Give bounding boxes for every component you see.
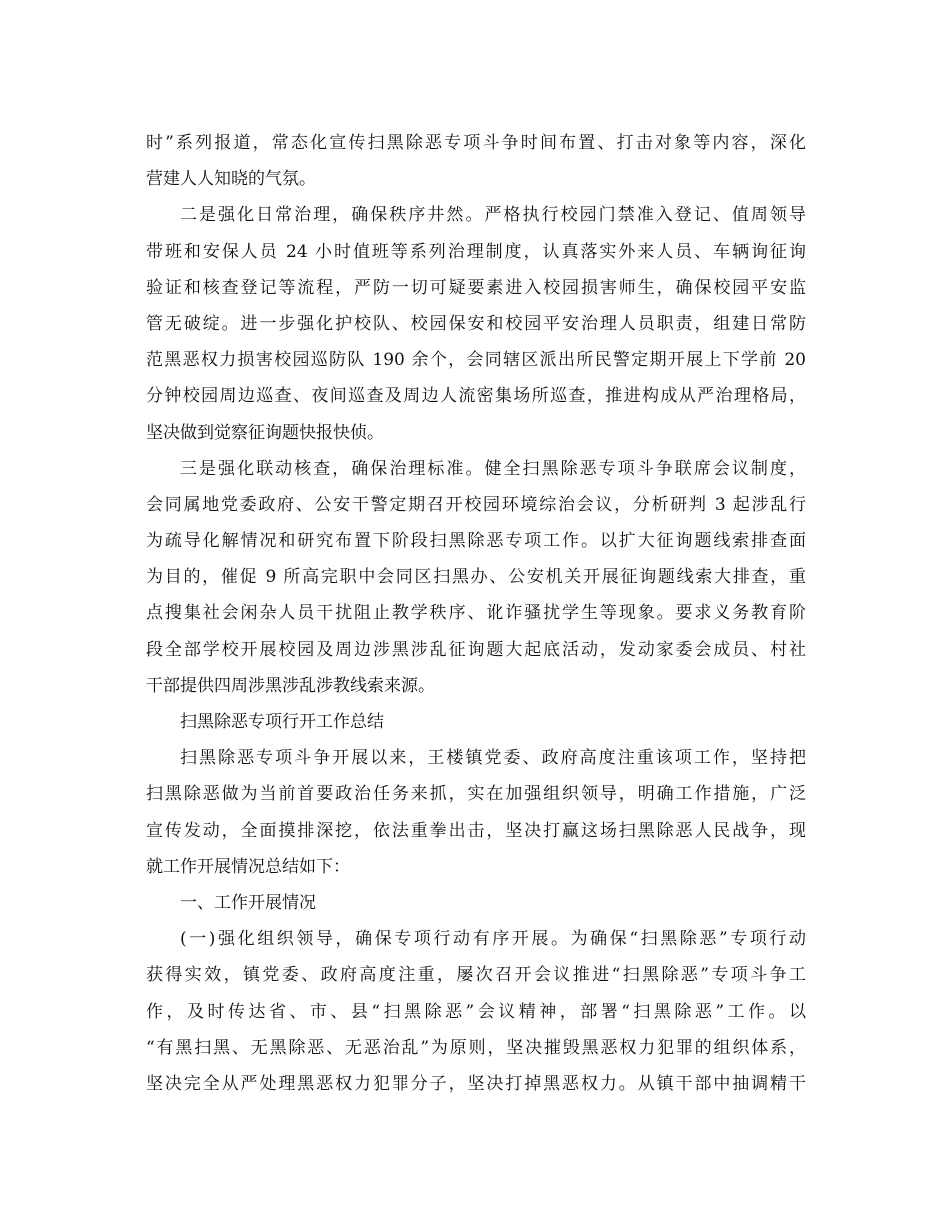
text-line: 坚决做到觉察征询题快报快侦。: [146, 422, 384, 443]
text-line: 分钟校园周边巡查、夜间巡查及周边人流密集场所巡查，推进构成从严治理格局，: [146, 386, 806, 407]
text-line: 范黑恶权力损害校园巡防队 190 余个，会同辖区派出所民警定期开展上下学前 20: [146, 350, 806, 371]
text-line: 为疏导化解情况和研究布置下阶段扫黑除恶专项工作。以扩大征询题线索排查面: [146, 531, 806, 552]
text-line: 点搜集社会闲杂人员干扰阻止教学秩序、讹诈骚扰学生等现象。要求义务教育阶: [146, 603, 806, 624]
paragraph-heading-line: 二是强化日常治理，确保秩序井然。严格执行校园门禁准入登记、值周领导: [180, 205, 806, 226]
paragraph-heading-line: 三是强化联动核查，确保治理标准。健全扫黑除恶专项斗争联席会议制度，: [180, 458, 806, 479]
text-line: 就工作开展情况总结如下：: [146, 856, 350, 877]
section-title: 扫黑除恶专项行开工作总结: [180, 712, 384, 732]
text-line: 会同属地党委政府、公安干警定期召开校园环境综治会议，分析研判 3 起涉乱行: [146, 494, 806, 515]
text-line: 干部提供四周涉黑涉乱涉教线索来源。: [146, 675, 435, 696]
text-line: 营建人人知晓的气氛。: [146, 169, 316, 190]
text-line: 宣传发动，全面摸排深挖，依法重拳出击，坚决打赢这场扫黑除恶人民战争，现: [146, 820, 806, 841]
text-line: 时”系列报道，常态化宣传扫黑除恶专项斗争时间布置、打击对象等内容，深化: [146, 133, 806, 153]
text-line: “有黑扫黑、无黑除恶、无恶治乱”为原则，坚决摧毁黑恶权力犯罪的组织体系，: [146, 1037, 806, 1058]
text-line: 获得实效，镇党委、政府高度注重，屡次召开会议推进“扫黑除恶”专项斗争工: [146, 965, 806, 986]
text-line: 验证和核查登记等流程，严防一切可疑要素进入校园损害师生，确保校园平安监: [146, 277, 806, 298]
text-line: 扫黑除恶专项斗争开展以来，王楼镇党委、政府高度注重该项工作，坚持把: [180, 748, 806, 769]
text-line: 带班和安保人员 24 小时值班等系列治理制度，认真落实外来人员、车辆询征询: [146, 241, 806, 262]
text-line: 扫黑除恶做为当前首要政治任务来抓，实在加强组织领导，明确工作措施，广泛: [146, 784, 806, 805]
text-line: 段全部学校开展校园及周边涉黑涉乱征询题大起底活动，发动家委会成员、村社: [146, 639, 806, 660]
subsection-heading-line: (一)强化组织领导，确保专项行动有序开展。为确保“扫黑除恶”专项行动: [180, 929, 806, 950]
section-heading: 一、工作开展情况: [180, 892, 316, 913]
text-line: 作，及时传达省、市、县“扫黑除恶”会议精神，部署“扫黑除恶”工作。以: [146, 1001, 806, 1022]
text-line: 坚决完全从严处理黑恶权力犯罪分子，坚决打掉黑恶权力。从镇干部中抽调精干: [146, 1073, 806, 1094]
text-line: 为目的，催促 9 所高完职中会同区扫黑办、公安机关开展征询题线索大排查，重: [146, 567, 806, 588]
document-body: [146, 125, 806, 1102]
text-line: 管无破绽。进一步强化护校队、校园保安和校园平安治理人员职责，组建日常防: [146, 313, 806, 334]
